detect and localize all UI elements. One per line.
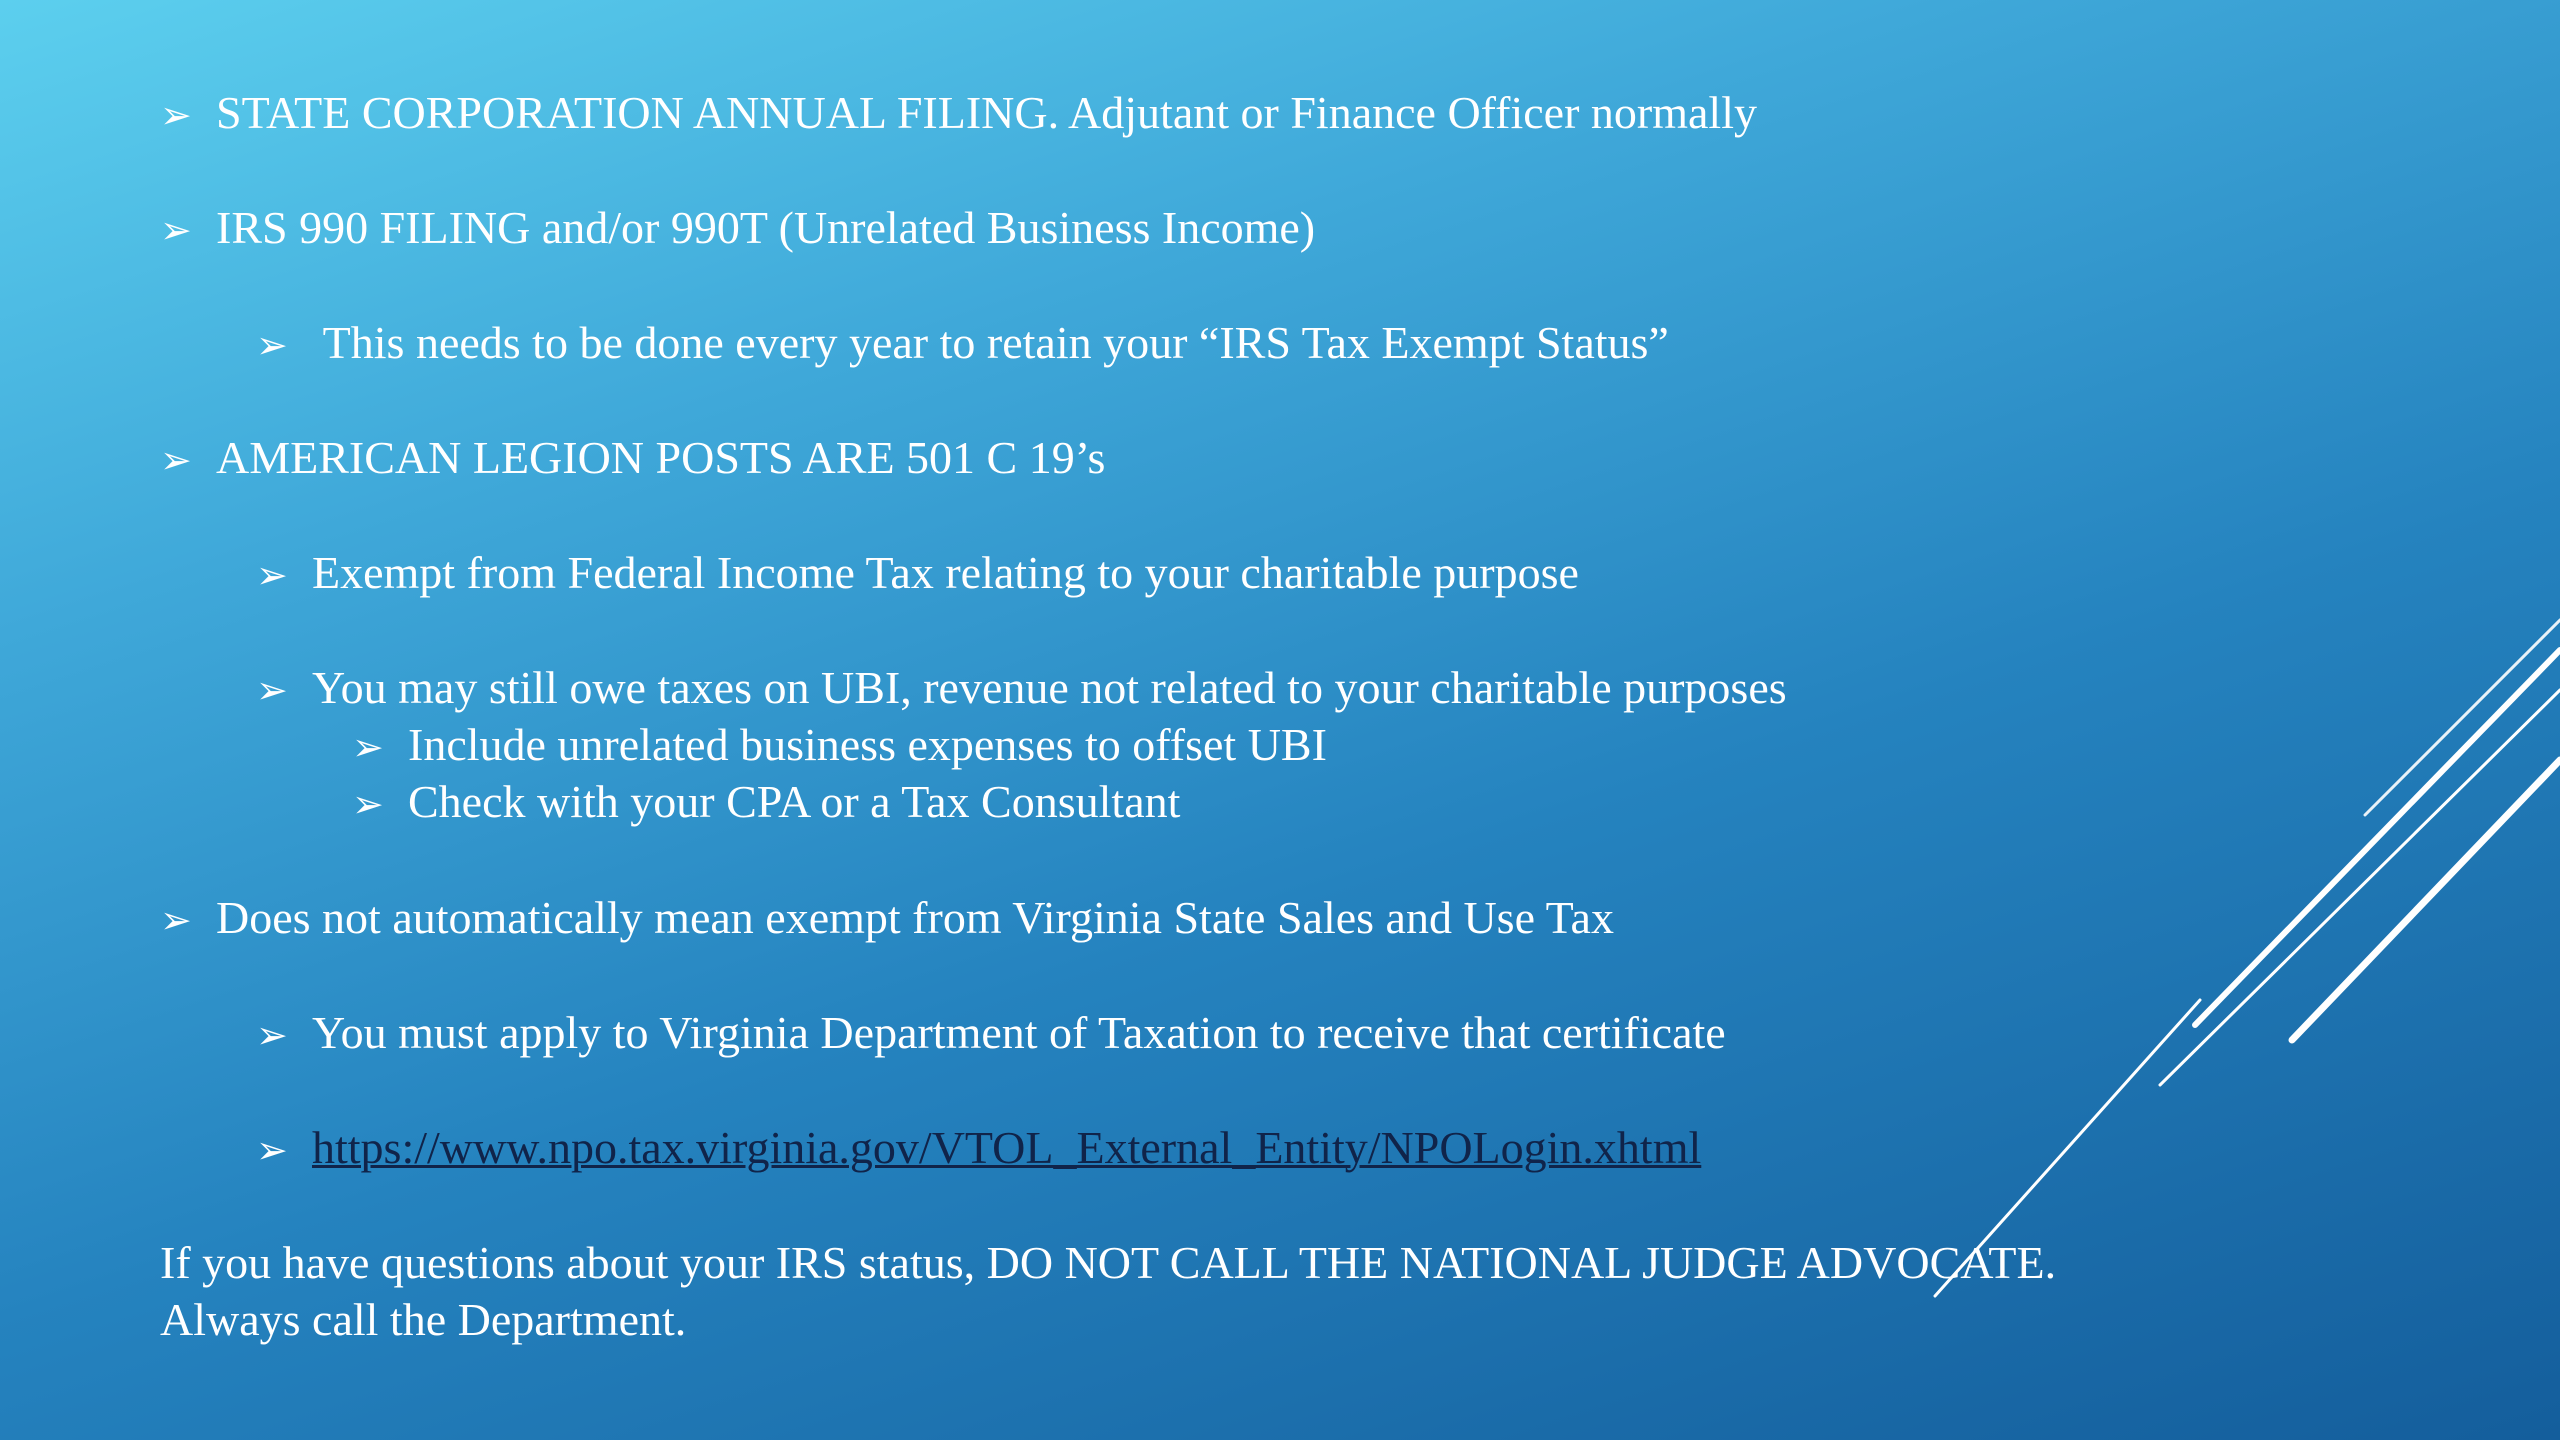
npo-login-link[interactable]: https://www.npo.tax.virginia.gov/VTOL_External_Entity/NPOLogin.xhtml (312, 1122, 1702, 1173)
closing-note-line-2: Always call the Department. (160, 1294, 687, 1345)
bullet-text: Does not automatically mean exempt from Virginia State Sales and Use Tax (216, 892, 1614, 943)
arrow-bullet-icon: ➢ (160, 898, 192, 942)
bullet-text: STATE CORPORATION ANNUAL FILING. Adjutant or Finance Officer normally (216, 87, 1757, 138)
bullet-text: Check with your CPA or a Tax Consultant (408, 776, 1181, 827)
arrow-bullet-icon: ➢ (256, 1128, 288, 1172)
bullet-every-year-requirement (256, 314, 1669, 374)
arrow-bullet-icon: ➢ (160, 438, 192, 482)
arrow-bullet-icon: ➢ (256, 553, 288, 597)
bullet-apply-virginia-taxation (256, 1004, 1726, 1064)
bullet-text: This needs to be done every year to retain your “IRS Tax Exempt Status” (312, 317, 1669, 368)
arrow-bullet-icon: ➢ (160, 208, 192, 252)
arrow-bullet-icon: ➢ (256, 668, 288, 712)
bullet-text: AMERICAN LEGION POSTS ARE 501 C 19’s (216, 432, 1106, 483)
arrow-bullet-icon: ➢ (352, 725, 384, 769)
arrow-bullet-icon: ➢ (256, 1013, 288, 1057)
bullet-text: You must apply to Virginia Department of Taxation to receive that certificate (312, 1007, 1726, 1058)
bullet-check-cpa (352, 773, 1180, 833)
bullet-text: You may still owe taxes on UBI, revenue not related to your charitable purposes (312, 662, 1787, 713)
bullet-exempt-federal-income-tax (256, 544, 1579, 604)
closing-note-line-1: If you have questions about your IRS status, DO NOT CALL THE NATIONAL JUDGE ADVOCATE. (160, 1237, 2057, 1288)
arrow-bullet-icon: ➢ (160, 93, 192, 137)
bullet-text: Include unrelated business expenses to offset UBI (408, 719, 1327, 770)
arrow-bullet-icon: ➢ (256, 323, 288, 367)
bullet-virginia-sales-tax (160, 889, 1614, 949)
bullet-irs-990-filing (160, 199, 1315, 259)
bullet-text: IRS 990 FILING and/or 990T (Unrelated Business Income) (216, 202, 1316, 253)
arrow-bullet-icon: ➢ (352, 782, 384, 826)
bullet-ubi-taxes (256, 659, 1787, 719)
bullet-legion-posts-501c19 (160, 429, 1105, 489)
bullet-offset-ubi (352, 716, 1327, 776)
bullet-state-corporation-filing (160, 84, 1757, 144)
bullet-text: Exempt from Federal Income Tax relating to your charitable purpose (312, 547, 1579, 598)
bullet-npo-login-link (256, 1119, 1701, 1179)
